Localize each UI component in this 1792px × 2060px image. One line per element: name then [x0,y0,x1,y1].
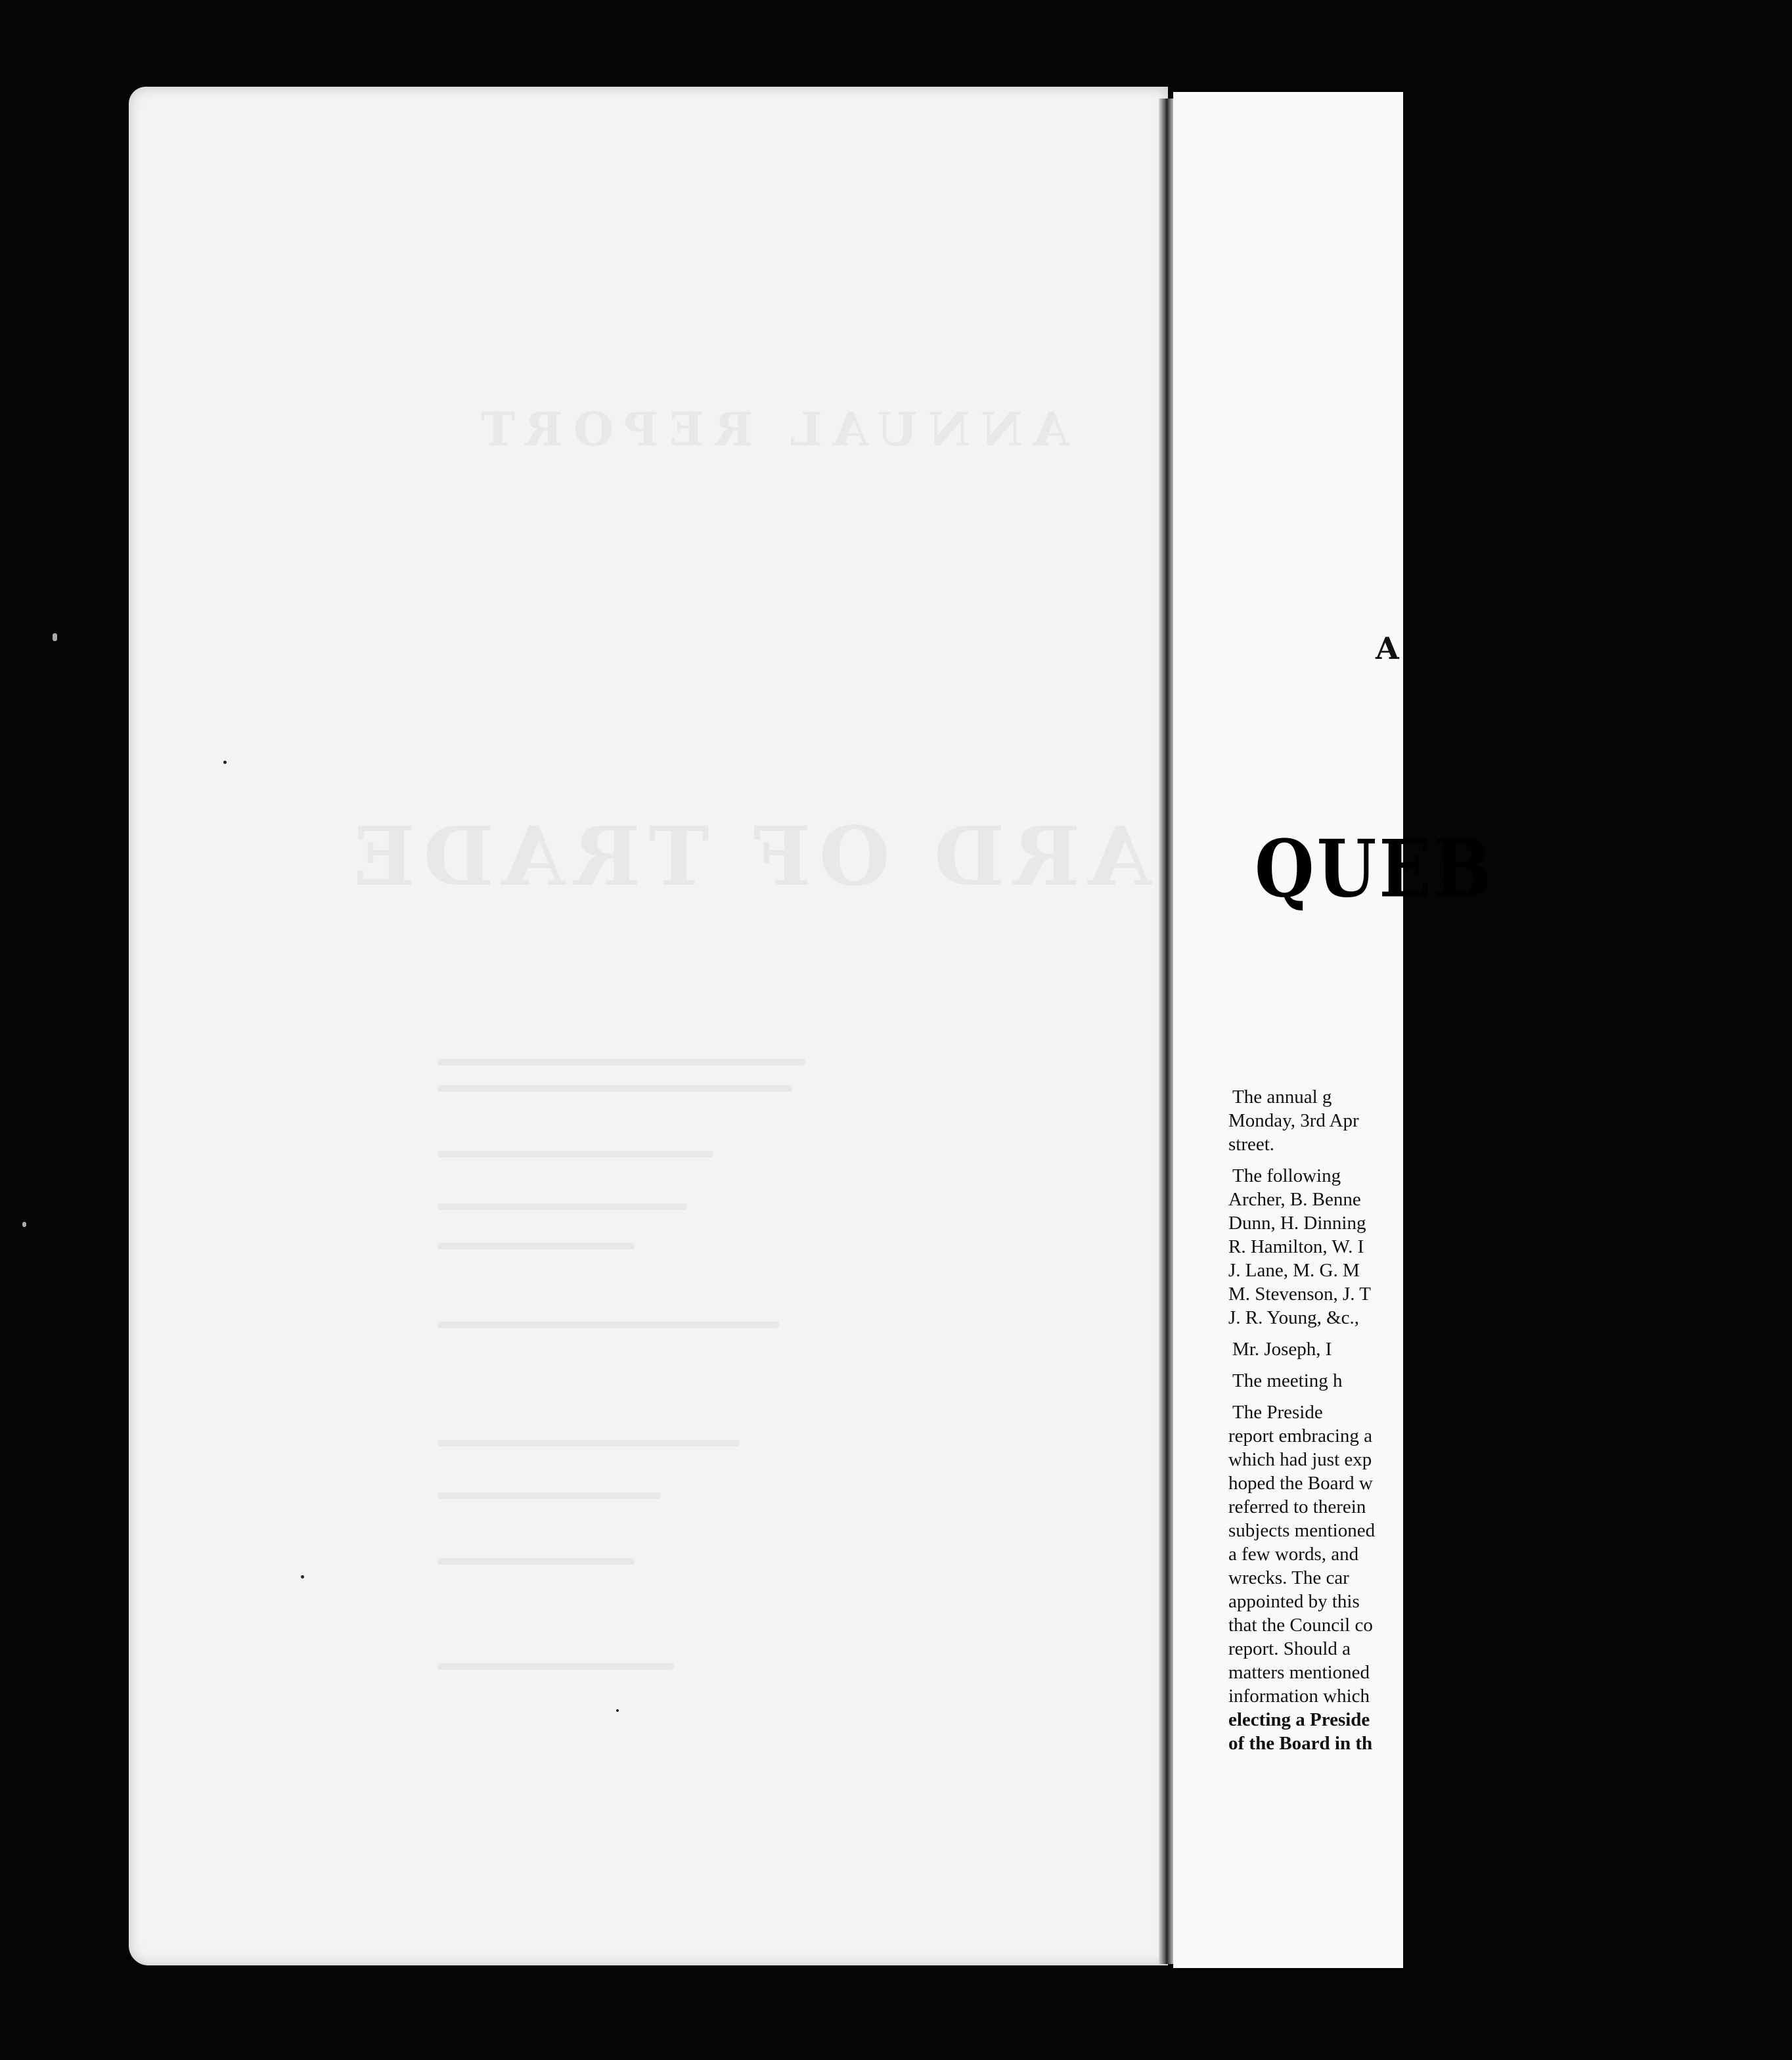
film-mark [53,633,57,641]
bleed-through-title [346,809,1792,905]
bleed-through-line [437,1663,674,1670]
text-line: The following [1232,1165,1341,1186]
text-line: electing a Preside [1228,1709,1370,1730]
left-page-blank [129,87,1168,1965]
text-line: matters mentioned [1228,1662,1370,1683]
text-line: The meeting h [1232,1370,1343,1391]
text-line: Monday, 3rd Apr [1228,1110,1359,1131]
bleed-through-line [437,1059,805,1065]
text-line: report. Should a [1228,1638,1351,1659]
bleed-through-heading [470,402,1069,457]
bleed-through-line [437,1203,687,1210]
text-line: J. R. Young, &c., [1228,1307,1360,1328]
text-line: R. Hamilton, W. I [1228,1236,1364,1257]
text-line: The annual g [1232,1086,1332,1108]
text-line: M. Stevenson, J. T [1228,1284,1371,1305]
book-gutter [1159,99,1173,1964]
title-fragment: QUEB [1255,822,1494,916]
text-line: report embracing a [1228,1425,1373,1446]
dust-speck [223,761,227,764]
bleed-through-line [437,1085,792,1092]
text-line: street. [1228,1134,1275,1155]
bleed-through-line [437,1492,661,1499]
text-line: referred to therein [1228,1496,1366,1517]
right-page-text [1173,92,1494,1968]
dust-speck [301,1575,304,1579]
text-line: which had just exp [1228,1449,1372,1470]
text-line: Mr. Joseph, I [1232,1339,1332,1360]
text-line: information which [1228,1686,1370,1707]
text-line: Dunn, H. Dinning [1228,1213,1366,1234]
text-line: hoped the Board w [1228,1473,1373,1494]
text-line: The Preside [1232,1402,1323,1423]
text-line: of the Board in th [1228,1733,1373,1754]
dust-speck [616,1709,619,1712]
text-line: that the Council co [1228,1615,1373,1636]
text-line: appointed by this [1228,1591,1360,1612]
body-text [1228,1085,1491,1755]
bleed-through-line [437,1243,635,1249]
text-line: a few words, and [1228,1544,1359,1565]
text-line: wrecks. The car [1228,1567,1349,1588]
text-line: Archer, B. Benne [1228,1189,1361,1210]
text-line: J. Lane, M. G. M [1228,1260,1360,1281]
text-line: subjects mentioned [1228,1520,1376,1541]
heading-fragment: A [1376,631,1399,666]
bleed-through-line [437,1440,740,1446]
film-mark [22,1222,26,1227]
bleed-through-line [437,1322,779,1328]
bleed-through-line [437,1151,713,1157]
bleed-through-line [437,1558,635,1565]
